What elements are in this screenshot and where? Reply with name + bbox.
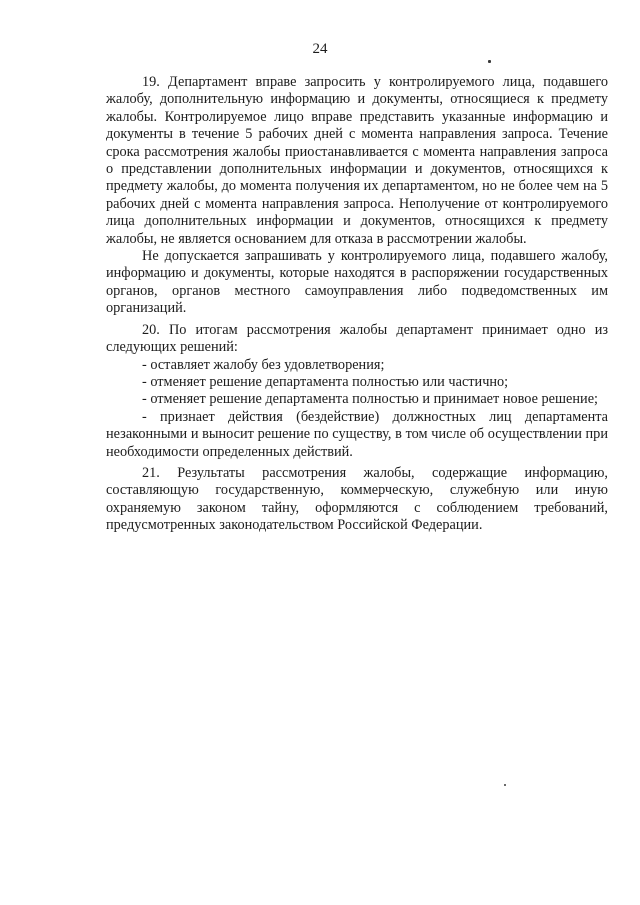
paragraph-19: 19. Департамент вправе запросить у контролируемого лица, подавшего жалобу, дополнительную информацию и документы, относящиеся к предмету жалобы. Контролируемое лицо вправе представить указанные информацию и документы в течение 5 рабочих дней с момента направления запроса. Течение срока рассмотрения жалобы приостанавливается с момента направления запроса о представлении дополнительных информации и документов, относящихся к предмету жалобы, до момента получения их департаментом, но не более чем на 5 рабочих дней с момента направления запроса. Неполучение от контролируемого лица дополнительных информации и документов, относящихся к предмету жалобы, не является основанием для отказа в рассмотрении жалобы.	[106, 74, 608, 247]
decision-list-item: - признает действия (бездействие) должностных лиц департамента незаконными и выносит решение по существу, в том числе об осуществлении при необходимости определенных действий.	[106, 408, 608, 460]
paragraph-21: 21. Результаты рассмотрения жалобы, содержащие информацию, составляющую государственную, коммерческую, служебную или иную охраняемую законом тайну, оформляются с соблюдением требований, предусмотренных законодательством Российской Федерации.	[106, 464, 608, 534]
decision-list-item: - оставляет жалобу без удовлетворения;	[142, 356, 385, 373]
decision-list-item: - отменяет решение департамента полностью и принимает новое решение;	[142, 391, 599, 408]
paragraph-20: 20. По итогам рассмотрения жалобы департамент принимает одно из следующих решений:	[106, 321, 608, 356]
page-number: 24	[312, 41, 328, 57]
decision-list-item: - отменяет решение департамента полностью или частично;	[142, 373, 509, 390]
paragraph-no-request: Не допускается запрашивать у контролируемого лица, подавшего жалобу, информацию и документы, которые находятся в распоряжении государственных органов, органов местного самоуправления либо подведомственных им организаций.	[106, 248, 608, 317]
document-body	[106, 74, 608, 535]
scan-artifact	[488, 60, 491, 63]
scan-artifact	[504, 784, 506, 786]
